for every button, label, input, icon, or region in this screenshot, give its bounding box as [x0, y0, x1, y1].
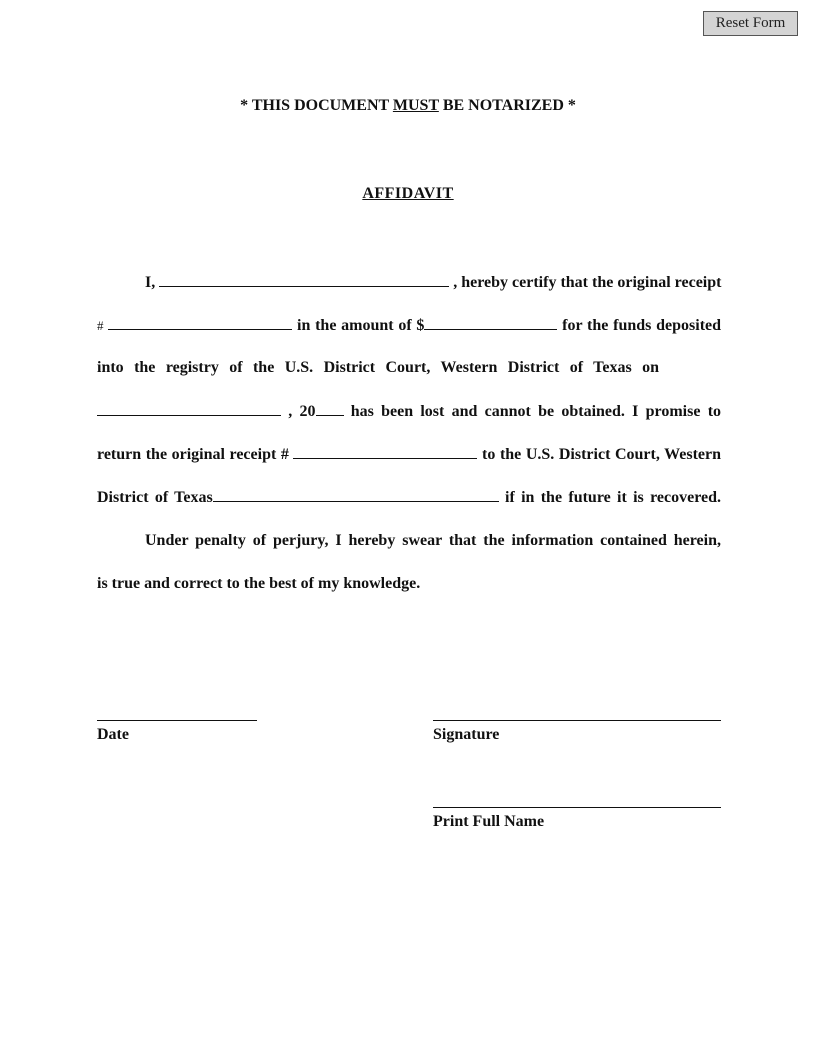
affidavit-line-6 [97, 487, 721, 508]
notice-prefix: * THIS DOCUMENT [240, 97, 393, 114]
text: if in the future it is recovered. [505, 489, 722, 506]
text: , 20 [288, 403, 316, 420]
page-title: AFFIDAVIT [362, 185, 454, 202]
return-receipt-number-field[interactable] [293, 444, 477, 459]
text: for the funds deposited [562, 317, 722, 334]
print-name-label: Print Full Name [433, 813, 545, 830]
affidavit-line-5 [97, 444, 721, 465]
date-label: Date [97, 726, 129, 743]
name-field[interactable] [159, 272, 449, 287]
text: has been lost and cannot be obtained. I promise to [350, 403, 722, 420]
text: to the U.S. District Court, Western [482, 446, 722, 463]
notarize-notice [0, 97, 816, 115]
affidavit-line-8: is true and correct to the best of my knowledge. [97, 575, 421, 592]
recovery-field[interactable] [213, 487, 499, 502]
text: District of Texas [97, 489, 213, 506]
date-deposited-field[interactable] [97, 401, 281, 416]
signature-line[interactable] [433, 720, 721, 721]
text: , hereby certify that the original receipt [453, 274, 722, 291]
date-signature-line[interactable] [97, 720, 257, 721]
notice-emphasis: MUST [392, 97, 439, 114]
year-field[interactable] [316, 401, 344, 416]
receipt-number-field[interactable] [108, 315, 292, 330]
affidavit-line-2 [97, 315, 721, 336]
amount-field[interactable] [424, 315, 557, 330]
text: in the amount of $ [297, 317, 425, 334]
affidavit-line-1 [97, 272, 721, 293]
text: I, [145, 274, 156, 291]
affidavit-line-7: Under penalty of perjury, I hereby swear that the information contained herein, [145, 532, 721, 549]
text: # [97, 318, 104, 333]
affidavit-line-4 [97, 401, 721, 422]
notice-suffix: BE NOTARIZED * [438, 97, 576, 114]
signature-label: Signature [433, 726, 500, 743]
print-name-line[interactable] [433, 807, 721, 808]
reset-form-button[interactable]: Reset Form [703, 11, 798, 36]
text: return the original receipt # [97, 446, 289, 463]
affidavit-line-3: into the registry of the U.S. District Court, Western District of Texas on [97, 359, 659, 376]
